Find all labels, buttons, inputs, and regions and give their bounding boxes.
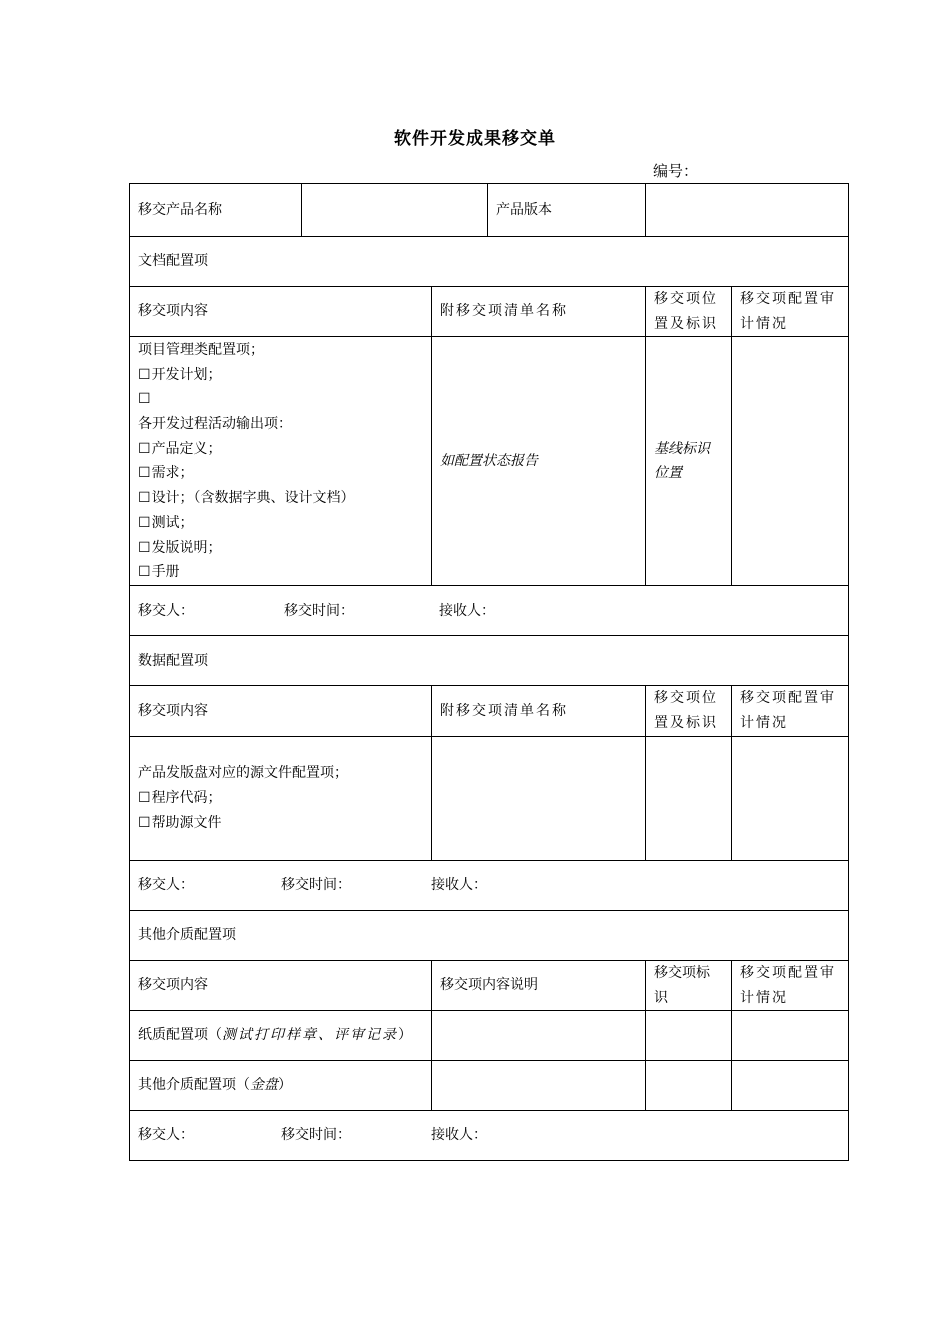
page-title: 软件开发成果移交单 bbox=[394, 129, 556, 149]
doc-checkbox-release-notes[interactable]: ☐ 发版说明； bbox=[138, 536, 423, 561]
other-signature-row bbox=[130, 1111, 849, 1161]
doc-receiver-label: 接收人： bbox=[439, 602, 495, 619]
other-giver-label: 移交人： bbox=[138, 1127, 194, 1144]
media-label-text: 其他介质配置项（ bbox=[138, 1077, 250, 1094]
data-location-value[interactable] bbox=[646, 736, 732, 860]
other-media-row bbox=[130, 1061, 849, 1111]
doc-items-row bbox=[130, 337, 849, 586]
other-col-content: 移交项内容 bbox=[130, 960, 432, 1010]
doc-items-cell bbox=[130, 337, 432, 586]
data-checkbox-help-source[interactable]: ☐ 帮助源文件 bbox=[138, 811, 423, 836]
doc-checkbox-blank[interactable] bbox=[138, 387, 423, 412]
doc-heading-pm: 项目管理类配置项； bbox=[138, 341, 264, 358]
product-version-field[interactable] bbox=[646, 184, 849, 237]
doc-list-value[interactable]: 如配置状态报告 bbox=[432, 337, 646, 586]
other-column-header-row bbox=[130, 960, 849, 1010]
product-name-label: 移交产品名称 bbox=[130, 184, 302, 237]
paper-example-text: 测试打印样章、评审记录 bbox=[222, 1027, 398, 1044]
doc-time-label: 移交时间： bbox=[284, 602, 354, 619]
other-media-desc[interactable] bbox=[432, 1061, 646, 1111]
doc-col-audit: 移交项配置审计情况 bbox=[732, 287, 849, 337]
doc-col-location: 移交项位置及标识 bbox=[646, 287, 732, 337]
data-items-cell bbox=[130, 736, 432, 860]
data-section-title: 数据配置项 bbox=[130, 636, 849, 686]
media-close-text: ） bbox=[278, 1077, 292, 1094]
other-col-desc: 移交项内容说明 bbox=[432, 960, 646, 1010]
media-example-text: 金盘 bbox=[250, 1077, 278, 1094]
serial-number-label: 编号： bbox=[653, 162, 699, 180]
data-giver-label: 移交人： bbox=[138, 876, 194, 893]
doc-giver-label: 移交人： bbox=[138, 602, 194, 619]
data-receiver-label: 接收人： bbox=[431, 876, 487, 893]
other-paper-mark[interactable] bbox=[646, 1011, 732, 1061]
doc-checkbox-design[interactable]: ☐ 设计；（含数据字典、设计文档） bbox=[138, 486, 423, 511]
other-media-label bbox=[130, 1061, 432, 1111]
other-paper-label bbox=[130, 1011, 432, 1061]
other-media-mark[interactable] bbox=[646, 1061, 732, 1111]
data-col-content: 移交项内容 bbox=[130, 686, 432, 736]
doc-checkbox-product-definition[interactable]: ☐ 产品定义； bbox=[138, 437, 423, 462]
product-info-row bbox=[130, 184, 849, 237]
other-col-mark: 移交项标识 bbox=[646, 960, 732, 1010]
data-col-list: 附移交项清单名称 bbox=[432, 686, 646, 736]
product-name-field[interactable] bbox=[302, 184, 488, 237]
doc-audit-value[interactable] bbox=[732, 337, 849, 586]
other-col-audit: 移交项配置审计情况 bbox=[732, 960, 849, 1010]
other-paper-row bbox=[130, 1011, 849, 1061]
doc-checkbox-manual[interactable]: ☐ 手册 bbox=[138, 560, 423, 585]
product-version-label: 产品版本 bbox=[488, 184, 646, 237]
other-paper-audit[interactable] bbox=[732, 1011, 849, 1061]
data-time-label: 移交时间： bbox=[281, 876, 351, 893]
doc-col-list: 附移交项清单名称 bbox=[432, 287, 646, 337]
data-col-audit: 移交项配置审计情况 bbox=[732, 686, 849, 736]
other-media-audit[interactable] bbox=[732, 1061, 849, 1111]
doc-heading-outputs: 各开发过程活动输出项： bbox=[138, 416, 292, 432]
doc-location-value[interactable]: 基线标识位置 bbox=[646, 337, 732, 586]
data-col-location: 移交项位置及标识 bbox=[646, 686, 732, 736]
doc-signature-row bbox=[130, 586, 849, 636]
paper-label-text: 纸质配置项（ bbox=[138, 1027, 222, 1044]
doc-checkbox-test[interactable]: ☐ 测试； bbox=[138, 511, 423, 536]
data-signature-row bbox=[130, 860, 849, 910]
data-list-value[interactable] bbox=[432, 736, 646, 860]
other-section-title: 其他介质配置项 bbox=[130, 910, 849, 960]
data-heading-source: 产品发版盘对应的源文件配置项； bbox=[138, 765, 348, 782]
doc-column-header-row bbox=[130, 287, 849, 337]
other-receiver-label: 接收人： bbox=[431, 1127, 487, 1144]
doc-section-title: 文档配置项 bbox=[130, 237, 849, 287]
data-audit-value[interactable] bbox=[732, 736, 849, 860]
doc-col-content: 移交项内容 bbox=[130, 287, 432, 337]
data-items-row bbox=[130, 736, 849, 860]
data-column-header-row bbox=[130, 686, 849, 736]
other-time-label: 移交时间： bbox=[281, 1127, 351, 1144]
doc-checkbox-requirements[interactable]: ☐ 需求； bbox=[138, 461, 423, 486]
doc-checkbox-dev-plan[interactable]: ☐ 开发计划； bbox=[138, 363, 423, 388]
other-paper-desc[interactable] bbox=[432, 1011, 646, 1061]
paper-close-text: ） bbox=[398, 1027, 412, 1044]
transfer-form-table bbox=[129, 183, 849, 1161]
data-checkbox-code[interactable]: ☐ 程序代码； bbox=[138, 786, 423, 811]
